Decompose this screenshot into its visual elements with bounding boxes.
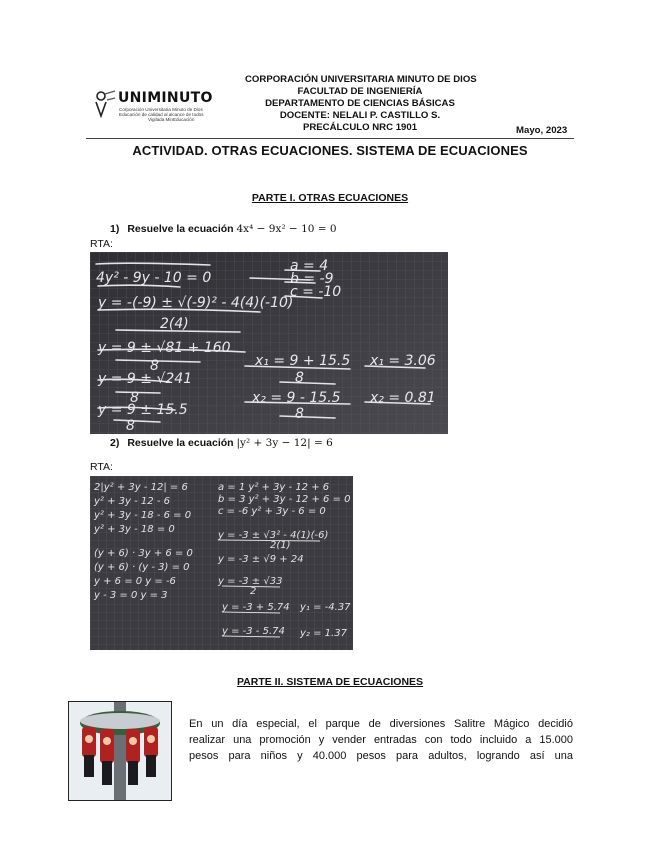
- svg-text:y = -3 ± √33: y = -3 ± √33: [218, 576, 283, 587]
- question-1: [110, 223, 337, 235]
- header-date: Mayo, 2023: [516, 125, 568, 136]
- problem-statement: [189, 716, 573, 764]
- svg-text:2(1): 2(1): [270, 540, 291, 551]
- header-divider: [86, 138, 574, 139]
- svg-text:c = -6 y² + 3y - 6 = 0: c = -6 y² + 3y - 6 = 0: [218, 506, 326, 517]
- logo-name: UNIMINUTO: [118, 90, 213, 106]
- svg-text:x₂ = 0.81: x₂ = 0.81: [370, 390, 436, 406]
- document-header: [245, 74, 475, 134]
- problem-line-1: En un día especial, el parque de diversiones Salitre Mágico decidió: [189, 718, 573, 730]
- svg-text:x₁ = 3.06: x₁ = 3.06: [370, 353, 436, 369]
- notebook-grid-image-1: [90, 252, 448, 434]
- header-institution: CORPORACIÓN UNIVERSITARIA MINUTO DE DIOS: [245, 74, 477, 85]
- answer-2-label: RTA:: [90, 461, 113, 473]
- handwritten-solution-1-photo: [90, 252, 448, 434]
- notebook-grid-image-2: [90, 476, 353, 650]
- problem-line-3: pesos para niños y 40.000 pesos para adultos, logrando así una: [189, 750, 573, 762]
- svg-text:y = 9 ± 15.5: y = 9 ± 15.5: [98, 402, 188, 418]
- handwritten-solution-2-photo: [90, 476, 353, 650]
- answer-1-label: RTA:: [90, 238, 113, 250]
- question-2-equation: |y² + 3y − 12| = 6: [236, 437, 333, 449]
- svg-text:a = 1 y² + 3y - 12 + 6: a = 1 y² + 3y - 12 + 6: [218, 482, 330, 493]
- question-1-equation: 4x⁴ − 9x² − 10 = 0: [236, 223, 337, 235]
- svg-text:a = 4: a = 4: [290, 258, 329, 274]
- header-teacher: DOCENTE: NELALI P. CASTILLO S.: [279, 110, 441, 121]
- svg-text:8: 8: [126, 418, 135, 434]
- svg-text:c = -10: c = -10: [290, 284, 342, 300]
- svg-text:y = 9 ± √81 + 160: y = 9 ± √81 + 160: [98, 340, 231, 356]
- svg-text:y + 6 = 0 y = -6: y + 6 = 0 y = -6: [94, 576, 176, 587]
- header-course: PRECÁLCULO NRC 1901: [302, 122, 418, 133]
- svg-text:y = -3 + 5.74: y = -3 + 5.74: [222, 602, 290, 613]
- svg-text:y₁ = -4.37: y₁ = -4.37: [300, 602, 351, 613]
- question-1-text: Resuelve la ecuación: [127, 223, 234, 235]
- svg-text:4y² - 9y - 10 = 0: 4y² - 9y - 10 = 0: [96, 270, 212, 286]
- drop-tower-image: [68, 701, 172, 801]
- svg-text:b = 3 y² + 3y - 12 + 6 = 0: b = 3 y² + 3y - 12 + 6 = 0: [218, 494, 351, 505]
- svg-text:y² + 3y - 12 - 6: y² + 3y - 12 - 6: [94, 496, 170, 507]
- svg-text:y² + 3y - 18 = 0: y² + 3y - 18 = 0: [94, 524, 175, 535]
- question-2-number: 2): [110, 437, 120, 449]
- svg-text:8: 8: [150, 358, 159, 374]
- logo-emblem-icon: [93, 88, 117, 118]
- logo-tagline-3: Vigilada MinEducación: [148, 117, 195, 122]
- svg-text:8: 8: [295, 406, 304, 422]
- svg-text:8: 8: [295, 370, 304, 386]
- svg-text:y = -3 ± √9 + 24: y = -3 ± √9 + 24: [218, 554, 304, 565]
- svg-text:2(4): 2(4): [160, 316, 189, 332]
- svg-text:y² + 3y - 18 - 6 = 0: y² + 3y - 18 - 6 = 0: [94, 510, 192, 521]
- question-1-number: 1): [110, 223, 120, 235]
- question-2: [110, 437, 333, 449]
- svg-text:y = -(-9) ± √(-9)² - 4(4)(-10): y = -(-9) ± √(-9)² - 4(4)(-10): [98, 295, 294, 311]
- svg-text:x₂ = 9 - 15.5: x₂ = 9 - 15.5: [252, 390, 341, 406]
- svg-text:2: 2: [250, 586, 257, 597]
- svg-text:(y + 6) · 3y + 6 = 0: (y + 6) · 3y + 6 = 0: [94, 548, 193, 559]
- amusement-park-ride-photo: [68, 701, 172, 801]
- header-faculty: FACULTAD DE INGENIERÍA: [297, 86, 423, 97]
- logo-tagline-2: Educación de calidad al alcance de todos: [119, 112, 204, 117]
- svg-text:y = 9 ± √241: y = 9 ± √241: [98, 371, 193, 387]
- svg-text:y = -3 ± √3² - 4(1)(-6): y = -3 ± √3² - 4(1)(-6): [218, 530, 329, 541]
- uniminuto-logo: [93, 86, 233, 122]
- activity-title: ACTIVIDAD. OTRAS ECUACIONES. SISTEMA DE ECUACIONES: [132, 143, 528, 158]
- svg-text:8: 8: [130, 390, 139, 406]
- svg-text:(y + 6) · (y - 3) = 0: (y + 6) · (y - 3) = 0: [94, 562, 190, 573]
- logo-tagline-1: Corporación Universitaria Minuto de Dios: [119, 107, 203, 112]
- header-department: DEPARTAMENTO DE CIENCIAS BÁSICAS: [265, 98, 455, 109]
- svg-text:y - 3 = 0 y = 3: y - 3 = 0 y = 3: [94, 590, 168, 601]
- problem-line-2: realizar una promoción y vender entradas con todo incluido a 15.000: [189, 734, 573, 746]
- part-2-title: PARTE II. SISTEMA DE ECUACIONES: [236, 676, 424, 688]
- question-2-text: Resuelve la ecuación: [127, 437, 234, 449]
- svg-text:2|y² + 3y - 12| = 6: 2|y² + 3y - 12| = 6: [94, 482, 188, 493]
- svg-text:x₁ = 9 + 15.5: x₁ = 9 + 15.5: [255, 353, 351, 369]
- svg-text:y = -3 - 5.74: y = -3 - 5.74: [222, 626, 285, 637]
- svg-text:y₂ = 1.37: y₂ = 1.37: [300, 628, 347, 639]
- part-1-title: PARTE I. OTRAS ECUACIONES: [251, 192, 409, 204]
- svg-text:b = -9: b = -9: [290, 271, 334, 287]
